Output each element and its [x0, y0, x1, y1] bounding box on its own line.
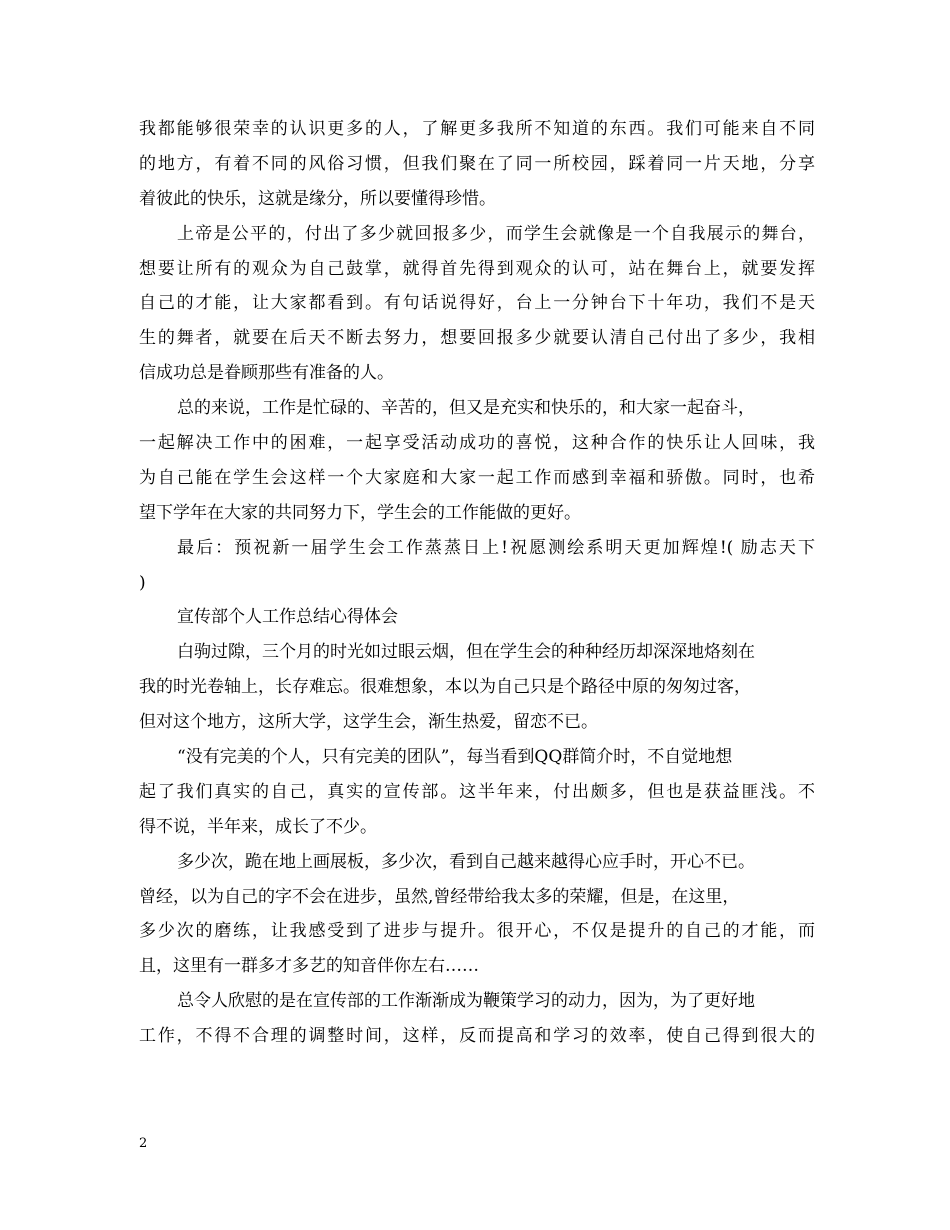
text-line: 一起解决工作中的困难，一起享受活动成功的喜悦，这种合作的快乐让人回味，我	[139, 433, 815, 454]
text-line: 生的舞者，就要在后天不断去努力，想要回报多少就要认清自己付出了多少，我相	[139, 328, 815, 349]
text-line: 但对这个地方，这所大学，这学生会，渐生热爱，留恋不已。	[139, 712, 598, 733]
text-line: 上帝是公平的，付出了多少就回报多少，而学生会就像是一个自我展示的舞台，	[177, 223, 815, 244]
text-line: 我的时光卷轴上，长存难忘。很难想象，本以为自己只是个路径中原的匆匆过客，	[139, 677, 751, 698]
text-line: 起了我们真实的自己，真实的宣传部。这半年来，付出颇多，但也是获益匪浅。不	[139, 781, 815, 802]
text-line: 且，这里有一群多才多艺的知音伴你左右……	[139, 956, 479, 977]
section-heading: 宣传部个人工作总结心得体会	[177, 607, 398, 628]
text-line: 工作，不得不合理的调整时间，这样，反而提高和学习的效率，使自己得到很大的	[139, 1026, 815, 1047]
text-line: 望下学年在大家的共同努力下，学生会的工作能做的更好。	[139, 502, 581, 523]
text-line: 着彼此的快乐，这就是缘分，所以要懂得珍惜。	[139, 188, 496, 209]
text-line: 得不说，半年来，成长了不少。	[139, 816, 377, 837]
text-line: 白驹过隙，三个月的时光如过眼云烟，但在学生会的种种经历却深深地烙刻在	[177, 642, 755, 663]
text-line: “没有完美的个人，只有完美的团队”，每当看到QQ群简介时，不自觉地想	[177, 747, 733, 768]
text-line: 为自己能在学生会这样一个大家庭和大家一起工作而感到幸福和骄傲。同时，也希	[139, 467, 815, 488]
text-line: 的地方，有着不同的风俗习惯，但我们聚在了同一所校园，踩着同一片天地，分享	[139, 153, 815, 174]
text-line: 多少次，跪在地上画展板，多少次，看到自己越来越得心应手时，开心不已。	[177, 851, 755, 872]
document-body	[139, 112, 815, 1054]
text-line: 信成功总是眷顾那些有准备的人。	[139, 363, 394, 384]
text-line: 最后：预祝新一届学生会工作蒸蒸日上!祝愿测绘系明天更加辉煌!( 励志天下	[177, 537, 815, 558]
text-line: 总的来说，工作是忙碌的、辛苦的，但又是充实和快乐的，和大家一起奋斗，	[177, 398, 755, 419]
page-number: 2	[139, 1136, 148, 1151]
text-line: 总令人欣慰的是在宣传部的工作渐渐成为鞭策学习的动力，因为，为了更好地	[177, 991, 755, 1012]
text-line: 自己的才能，让大家都看到。有句话说得好，台上一分钟台下十年功，我们不是天	[139, 293, 815, 314]
text-line: 多少次的磨练，让我感受到了进步与提升。很开心，不仅是提升的自己的才能，而	[139, 921, 815, 942]
text-line: )	[139, 572, 146, 593]
text-line: 想要让所有的观众为自己鼓掌，就得首先得到观众的认可，站在舞台上，就要发挥	[139, 258, 815, 279]
text-line: 曾经，以为自己的字不会在进步，虽然,曾经带给我太多的荣耀，但是，在这里，	[139, 886, 740, 907]
text-line: 我都能够很荣幸的认识更多的人，了解更多我所不知道的东西。我们可能来自不同	[139, 119, 815, 139]
